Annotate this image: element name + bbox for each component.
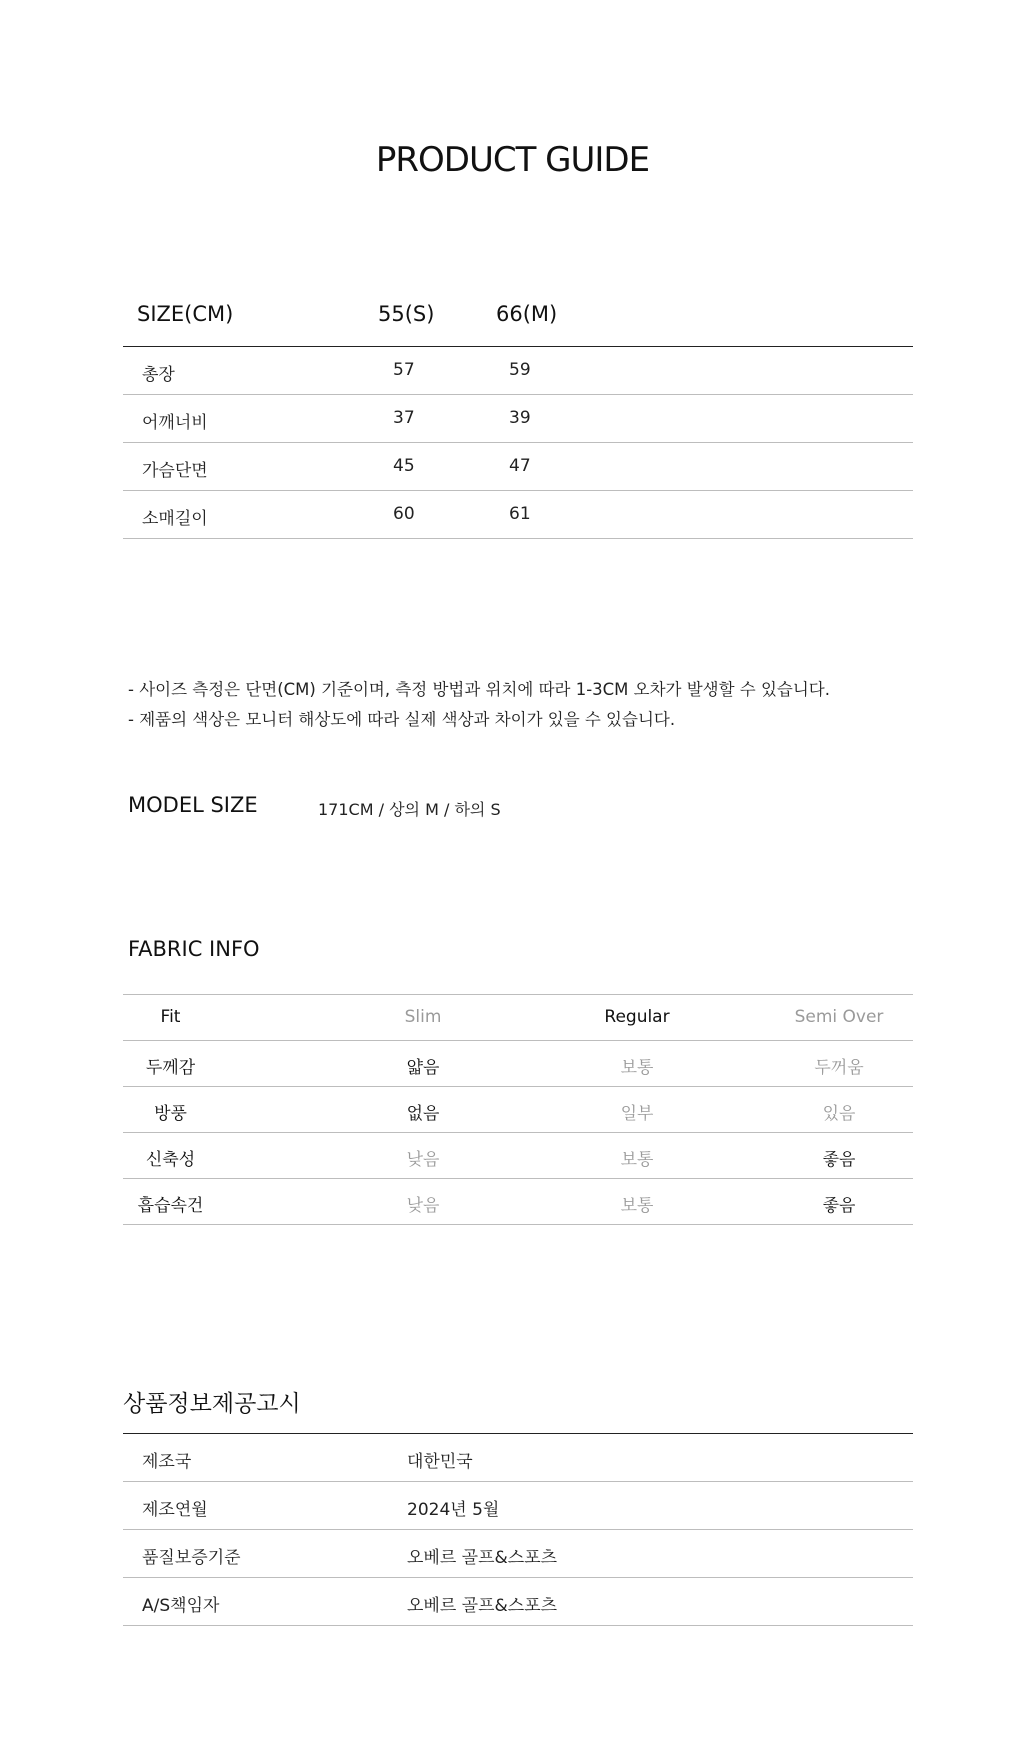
notice-value: 오베르 골프&스포츠	[407, 1596, 558, 1616]
note-line: - 사이즈 측정은 단면(CM) 기준이며, 측정 방법과 위치에 따라 1-3CM 오차가 발생할 수 있습니다.	[128, 680, 830, 699]
fabric-option: 좋음	[822, 1150, 856, 1170]
notice-value: 대한민국	[407, 1452, 473, 1472]
fabric-option: 일부	[620, 1104, 654, 1124]
table-row	[123, 1578, 913, 1626]
fabric-option: Regular	[604, 1007, 670, 1027]
fabric-row-label: 두께감	[145, 1058, 196, 1078]
size-value-s: 45	[393, 456, 415, 476]
fabric-row-windproof	[123, 1087, 913, 1133]
fabric-option: 낮음	[406, 1150, 440, 1170]
fabric-option: 얇음	[406, 1058, 440, 1078]
model-size-value: 171CM / 상의 M / 하의 S	[318, 800, 501, 819]
notice-label: A/S책임자	[142, 1596, 220, 1616]
size-row-label: 어깨너비	[142, 413, 208, 433]
size-value-m: 39	[509, 408, 531, 428]
table-row	[123, 1530, 913, 1578]
notice-value: 2024년 5월	[407, 1500, 500, 1520]
fabric-table	[123, 994, 913, 1225]
fabric-option: Semi Over	[794, 1007, 884, 1027]
notice-label: 제조연월	[142, 1500, 208, 1520]
size-table	[123, 290, 913, 539]
size-notes	[128, 675, 830, 735]
size-table-header	[123, 290, 913, 347]
fabric-row-label: Fit	[160, 1007, 181, 1027]
fabric-option: 없음	[406, 1104, 440, 1124]
fabric-option: 보통	[620, 1196, 654, 1216]
fabric-option: 보통	[620, 1150, 654, 1170]
size-value-m: 61	[509, 504, 531, 524]
size-value-s: 57	[393, 360, 415, 380]
table-row	[123, 395, 913, 443]
table-row	[123, 347, 913, 395]
product-notice-title: 상품정보제공고시	[123, 1391, 301, 1417]
fabric-row-stretch	[123, 1133, 913, 1179]
fabric-info-title: FABRIC INFO	[128, 937, 260, 961]
model-size-label: MODEL SIZE	[128, 793, 258, 817]
fabric-option: Slim	[404, 1007, 442, 1027]
fabric-option: 낮음	[406, 1196, 440, 1216]
notice-value: 오베르 골프&스포츠	[407, 1548, 558, 1568]
fabric-row-label: 신축성	[145, 1150, 196, 1170]
table-row	[123, 1482, 913, 1530]
fabric-option: 보통	[620, 1058, 654, 1078]
fabric-row-label: 방풍	[154, 1104, 187, 1124]
page-title: PRODUCT GUIDE	[375, 140, 650, 180]
size-value-m: 59	[509, 360, 531, 380]
fabric-row-thickness	[123, 1041, 913, 1087]
fabric-option: 있음	[822, 1104, 856, 1124]
table-row	[123, 443, 913, 491]
size-value-s: 60	[393, 504, 415, 524]
size-row-label: 총장	[142, 365, 175, 385]
size-header-55s: 55(S)	[378, 302, 435, 326]
size-row-label: 소매길이	[142, 509, 208, 529]
size-header-label: SIZE(CM)	[137, 302, 234, 326]
size-value-m: 47	[509, 456, 531, 476]
fabric-option: 좋음	[822, 1196, 856, 1216]
size-header-66m: 66(M)	[496, 302, 558, 326]
size-value-s: 37	[393, 408, 415, 428]
note-line: - 제품의 색상은 모니터 해상도에 따라 실제 색상과 차이가 있을 수 있습니다.	[128, 710, 676, 729]
table-row	[123, 491, 913, 539]
notice-label: 품질보증기준	[142, 1548, 241, 1568]
size-row-label: 가슴단면	[142, 461, 208, 481]
fabric-row-fit	[123, 995, 913, 1041]
fabric-row-label: 흡습속건	[137, 1196, 204, 1216]
fabric-option: 두꺼움	[814, 1058, 864, 1078]
notice-label: 제조국	[142, 1452, 192, 1472]
product-notice-table	[123, 1433, 913, 1626]
fabric-row-quickdry	[123, 1179, 913, 1225]
table-row	[123, 1434, 913, 1482]
